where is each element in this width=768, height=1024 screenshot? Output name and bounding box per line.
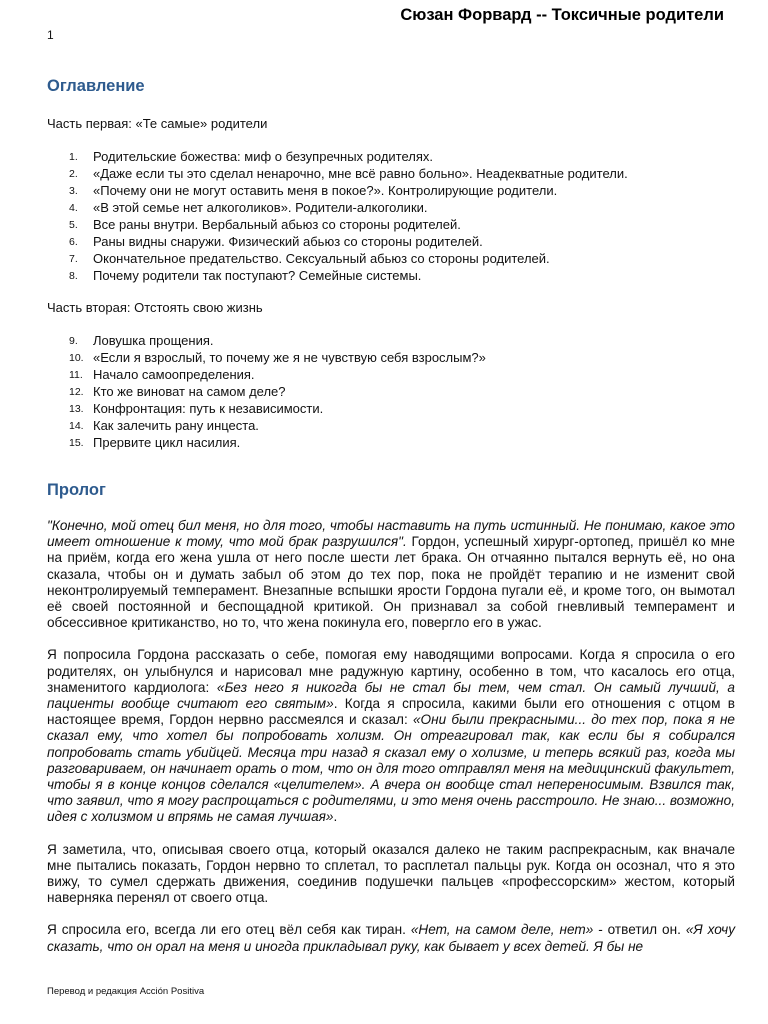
toc-item-text: Раны видны снаружи. Физический абьюз со стороны родителей. bbox=[93, 234, 483, 249]
toc-item-text: Почему родители так поступают? Семейные системы. bbox=[93, 268, 422, 283]
toc-item-number: 11. bbox=[69, 369, 83, 381]
toc-item bbox=[47, 367, 735, 384]
toc-item-number: 12. bbox=[69, 386, 84, 398]
toc-item-text: «Даже если ты это сделал ненарочно, мне всё равно больно». Неадекватные родители. bbox=[93, 166, 628, 181]
toc-item bbox=[47, 234, 735, 251]
toc-item-number: 8. bbox=[69, 270, 78, 282]
document-header-title: Сюзан Форвард -- Токсичные родители bbox=[400, 6, 724, 24]
prolog-paragraph-1 bbox=[47, 518, 735, 631]
quote-text: «Без него я никогда бы не стал бы тем, чем стал. Он самый лучший, а пациенты вообще считают его святым» bbox=[47, 679, 735, 712]
toc-item-text: Родительские божества: миф о безупречных родителях. bbox=[93, 149, 434, 164]
toc-part2-list bbox=[47, 333, 735, 452]
toc-item bbox=[47, 418, 735, 435]
toc-part1-list bbox=[47, 149, 735, 285]
paragraph-text: - ответил он. bbox=[593, 922, 686, 938]
toc-item-number: 7. bbox=[69, 253, 78, 265]
toc-item bbox=[47, 166, 735, 183]
toc-item-number: 5. bbox=[69, 219, 78, 231]
toc-item-text: Все раны внутри. Вербальный абьюз со стороны родителей. bbox=[93, 217, 461, 232]
toc-item-number: 4. bbox=[69, 202, 78, 214]
prolog-paragraph-4 bbox=[47, 922, 735, 954]
prolog-paragraph-2 bbox=[47, 647, 735, 825]
toc-item bbox=[47, 435, 735, 452]
part2-title: Часть вторая: Отстоять свою жизнь bbox=[47, 300, 263, 315]
part1-title: Часть первая: «Те самые» родители bbox=[47, 116, 268, 131]
prolog-heading: Пролог bbox=[47, 481, 106, 499]
toc-item bbox=[47, 384, 735, 401]
toc-item-text: Конфронтация: путь к независимости. bbox=[93, 401, 324, 416]
toc-item-text: Как залечить рану инцеста. bbox=[93, 418, 259, 433]
toc-item bbox=[47, 183, 735, 200]
toc-item-number: 14. bbox=[69, 420, 84, 432]
quote-text: «Они были прекрасными... до тех пор, пока я не сказал ему, что хотел бы попробовать холизм. Он отреагировал так, как если бы я собирался попробовать стать убийцей. Месяца три назад я сказал ему о холизме, и теперь всякий раз, когда мы разговариваем, он начинает орать о том, что он для того отправлял меня на медицинский факультет, чтобы я в конце концов сделался «целителем». А вчера он вообще стал непереносимым. Взвился так, что заявил, что я могу распрощаться с родителями, и это меня очень расстроило. Не знаю... возможно, идея с холизмом и впрямь не самая лучшая» bbox=[47, 712, 736, 825]
toc-item-text: «Если я взрослый, то почему же я не чувствую себя взрослым?» bbox=[93, 350, 486, 365]
toc-item bbox=[47, 149, 735, 166]
toc-item-text: Прервите цикл насилия. bbox=[93, 435, 241, 450]
toc-heading: Оглавление bbox=[47, 77, 145, 95]
toc-item-text: Окончательное предательство. Сексуальный абьюз со стороны родителей. bbox=[93, 251, 550, 266]
toc-item bbox=[47, 268, 735, 285]
toc-item bbox=[47, 333, 735, 350]
toc-item-number: 6. bbox=[69, 236, 78, 248]
document-body bbox=[47, 77, 735, 955]
quote-text: «Я хочу сказать, что он орал на меня и иногда прикладывал руку, как бывает у всех детей. Я бы не bbox=[47, 922, 735, 954]
toc-item bbox=[47, 251, 735, 268]
toc-item-number: 13. bbox=[69, 403, 84, 415]
paragraph-text: . bbox=[333, 809, 338, 825]
toc-item-text: Начало самоопределения. bbox=[93, 367, 255, 382]
toc-item-text: «Почему они не могут оставить меня в покое?». Контролирующие родители. bbox=[93, 183, 558, 198]
toc-item bbox=[47, 350, 735, 367]
document-footer: Перевод и редакция Acción Positiva bbox=[47, 986, 205, 997]
paragraph-text: Я попросила Гордона рассказать о себе, помогая ему наводящими вопросами. Когда я спросила о его родителях, он улыбнулся и нарисовал мне радужную картину, особенно в том, что касалось его отца, знаменитого кардиолога: bbox=[47, 647, 735, 695]
toc-item-number: 2. bbox=[69, 168, 78, 180]
toc-item-number: 1. bbox=[69, 151, 78, 163]
toc-item-number: 10. bbox=[69, 352, 84, 364]
paragraph-text: Я спросила его, всегда ли его отец вёл себя как тиран. bbox=[47, 922, 411, 938]
toc-item-text: «В этой семье нет алкоголиков». Родители-алкоголики. bbox=[93, 200, 428, 215]
prolog-paragraph-3: Я заметила, что, описывая своего отца, который оказался далеко не таким распрекрасным, как вначале мне пытались показать, Гордон нервно то сплетал, то расплетал пальцы рук. Когда он осознал, что я это вижу, то сумел сдержать движения, соединив подушечки пальцев «профессорским» жестом, который наверняка перенял от своего отца. bbox=[47, 841, 735, 906]
toc-item-text: Ловушка прощения. bbox=[93, 333, 214, 348]
page-number: 1 bbox=[47, 28, 54, 42]
toc-item bbox=[47, 217, 735, 234]
toc-item bbox=[47, 200, 735, 217]
quote-text: «Нет, на самом деле, нет» bbox=[410, 922, 594, 938]
paragraph-text: . Когда я спросила, какими были его отношения с отцом в настоящее время, Гордон нервно рассмеялся и сказал: bbox=[47, 696, 735, 728]
toc-item-number: 15. bbox=[69, 437, 84, 449]
toc-item bbox=[47, 401, 735, 418]
paragraph-text: Гордон, успешный хирург-ортопед, пришёл ко мне на приём, когда его жена ушла от него после шести лет брака. Он отчаянно пытался вернуть её, но она сказала, чтобы он и думать забыл об этом до тех пор, пока не пройдёт терапию и не изменит свой неконтролируемый темперамент. Внезапные вспышки ярости Гордона пугали её, и кроме того, он вымотал её своей постоянной и беспощадной критикой. Он признавал за собой гневливый темперамент и обсессивное критиканство, но то, что жена покинула его, повергло его в ужас. bbox=[47, 534, 735, 631]
toc-item-text: Кто же виноват на самом деле? bbox=[93, 384, 286, 399]
toc-item-number: 3. bbox=[69, 185, 78, 197]
toc-item-number: 9. bbox=[69, 335, 78, 347]
quote-text: "Конечно, мой отец бил меня, но для того, чтобы наставить на путь истинный. Не понимаю, какое это имеет отношение к тому, что мой брак разрушился". bbox=[47, 518, 735, 550]
